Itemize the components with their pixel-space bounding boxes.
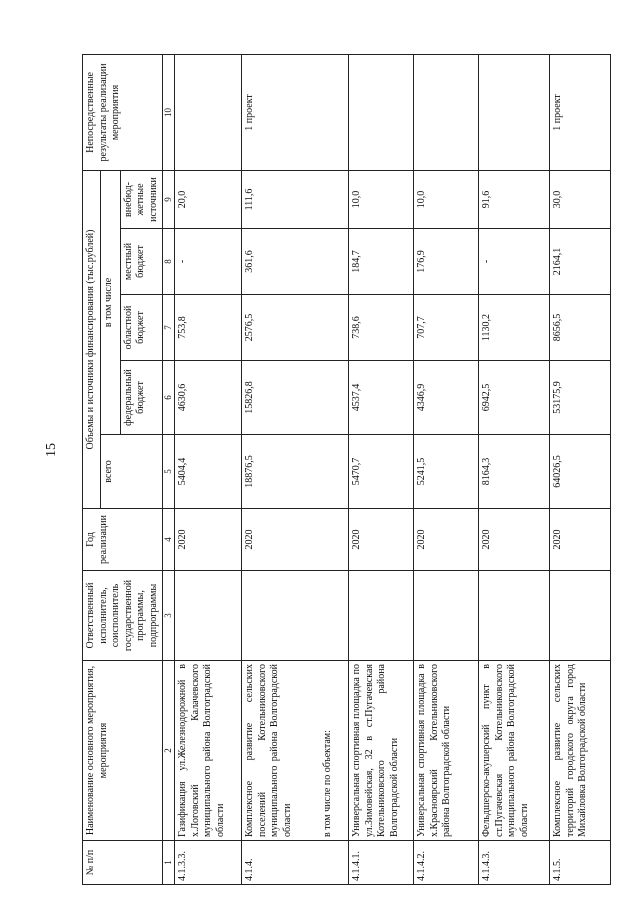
- header-including: в том числе: [100, 170, 120, 434]
- row-regional: 2576,5: [242, 295, 349, 361]
- header-year: Год реализации: [83, 509, 163, 571]
- row-total: 5404,4: [175, 435, 242, 509]
- column-number: 2: [163, 661, 175, 841]
- row-number: 4.1.5.: [550, 841, 611, 885]
- header-local: местный бюджет: [120, 229, 163, 295]
- row-year: 2020: [414, 509, 479, 571]
- row-responsible: [550, 571, 611, 661]
- column-number: 4: [163, 509, 175, 571]
- program-funding-table: [82, 54, 611, 885]
- row-local: 2164,1: [550, 229, 611, 295]
- row-extra: 91,6: [479, 170, 550, 228]
- header-total: всего: [100, 435, 163, 509]
- row-year: 2020: [550, 509, 611, 571]
- row-responsible: [242, 571, 349, 661]
- row-name: [242, 661, 349, 841]
- header-funding: Объемы и источники финансирования (тыс.рублей): [83, 170, 101, 508]
- row-federal: 15826,8: [242, 361, 349, 435]
- column-number: 1: [163, 841, 175, 885]
- row-extra: 20,0: [175, 170, 242, 228]
- column-number: 6: [163, 361, 175, 435]
- column-number: 7: [163, 295, 175, 361]
- row-name-text: Фельдшерско-акушерский пункт в ст.Пугачевская Котельниковского муниципального района Волгоградской области: [481, 664, 530, 837]
- row-result: 1 проект: [242, 54, 349, 170]
- row-name: [479, 661, 550, 841]
- row-number: 4.1.4.2.: [414, 841, 479, 885]
- table-row: [479, 54, 550, 884]
- row-regional: 707,7: [414, 295, 479, 361]
- row-local: 361,6: [242, 229, 349, 295]
- row-regional: 738,6: [349, 295, 414, 361]
- row-name-text: Универсальная спортивная площадка в х.Красноярский Котельниковского района Волгоградской области: [416, 664, 453, 837]
- row-result: [175, 54, 242, 170]
- row-number: 4.1.4.3.: [479, 841, 550, 885]
- row-result: [479, 54, 550, 170]
- row-result: [349, 54, 414, 170]
- header-federal: федеральный бюджет: [120, 361, 163, 435]
- header-regional: областной бюджет: [120, 295, 163, 361]
- table-row: [414, 54, 479, 884]
- row-federal: 53175,9: [550, 361, 611, 435]
- column-number: 3: [163, 571, 175, 661]
- header-name: Наименование основного мероприятия, мероприятия: [83, 661, 163, 841]
- row-name-text: Универсальная спортивная площадка по ул.Зимовейская, 32 в ст.Пугачевская Котельниковского района Волгоградской области: [351, 664, 400, 837]
- row-number: 4.1.4.1.: [349, 841, 414, 885]
- row-total: 8164,3: [479, 435, 550, 509]
- column-number: 8: [163, 229, 175, 295]
- row-name-text: Газификация ул.Железнодорожной в х.Логовский Калачевского муниципального района Волгоградской области: [177, 664, 226, 837]
- table-row: [349, 54, 414, 884]
- table-row: [242, 54, 349, 884]
- row-result: 1 проект: [550, 54, 611, 170]
- row-name-text: Комплексное развитие сельских поселений Котельниковского муниципального района Волгоградской области: [244, 664, 293, 837]
- row-extra: 111,6: [242, 170, 349, 228]
- row-year: 2020: [242, 509, 349, 571]
- row-local: 184,7: [349, 229, 414, 295]
- row-total: 5241,5: [414, 435, 479, 509]
- header-results: Непосредственные результаты реализации мероприятия: [83, 54, 163, 170]
- row-responsible: [175, 571, 242, 661]
- row-name: [349, 661, 414, 841]
- row-number: 4.1.4.: [242, 841, 349, 885]
- column-number: 10: [163, 54, 175, 170]
- row-extra: 10,0: [349, 170, 414, 228]
- row-regional: 1130,2: [479, 295, 550, 361]
- row-federal: 4537,4: [349, 361, 414, 435]
- header-number: № п/п: [83, 841, 163, 885]
- row-local: -: [479, 229, 550, 295]
- row-subtitle: в том числе по объектам:: [322, 730, 334, 837]
- row-name: [414, 661, 479, 841]
- row-responsible: [414, 571, 479, 661]
- row-name: [175, 661, 242, 841]
- table-row: [175, 54, 242, 884]
- header-responsible: Ответственный исполнитель, соисполнитель государственной программы, подпрограммы: [83, 571, 163, 661]
- row-number: 4.1.3.3.: [175, 841, 242, 885]
- row-year: 2020: [175, 509, 242, 571]
- row-year: 2020: [479, 509, 550, 571]
- row-regional: 8656,5: [550, 295, 611, 361]
- row-name-text: Комплексное развитие сельских территорий городского округа город Михайловка Волгоградской области: [552, 664, 589, 837]
- row-responsible: [479, 571, 550, 661]
- row-extra: 30,0: [550, 170, 611, 228]
- column-number: 5: [163, 435, 175, 509]
- row-regional: 753,8: [175, 295, 242, 361]
- row-federal: 4630,6: [175, 361, 242, 435]
- column-number-row: [163, 54, 175, 884]
- table-row: [550, 54, 611, 884]
- row-federal: 6942,5: [479, 361, 550, 435]
- row-total: 64026,5: [550, 435, 611, 509]
- row-result: [414, 54, 479, 170]
- row-responsible: [349, 571, 414, 661]
- row-name: [550, 661, 611, 841]
- row-total: 5470,7: [349, 435, 414, 509]
- row-local: -: [175, 229, 242, 295]
- row-total: 18876,5: [242, 435, 349, 509]
- column-number: 9: [163, 170, 175, 228]
- header-extra: внебюд-жетные источники: [120, 170, 163, 228]
- row-year: 2020: [349, 509, 414, 571]
- row-local: 176,9: [414, 229, 479, 295]
- row-federal: 4346,9: [414, 361, 479, 435]
- row-extra: 10,0: [414, 170, 479, 228]
- page-number: 15: [44, 443, 59, 457]
- rotated-table-container: [82, 55, 589, 885]
